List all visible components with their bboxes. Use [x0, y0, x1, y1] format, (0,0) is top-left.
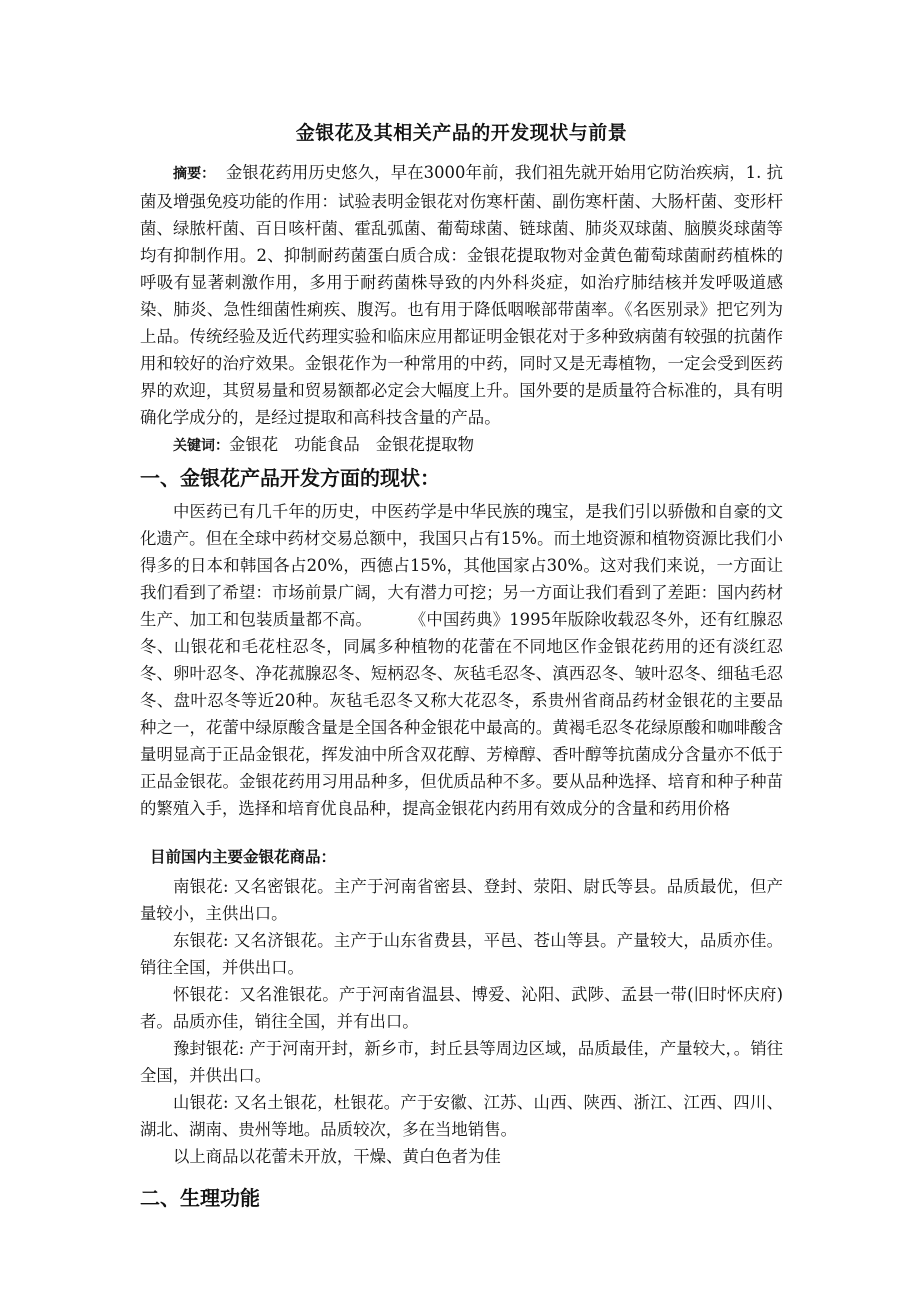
section2-heading: 二、生理功能 [140, 1186, 260, 1210]
keyword-item: 金银花提取物 [375, 435, 475, 454]
products-subheading: 目前国内主要金银花商品： [150, 848, 337, 866]
product-item: 怀银花：又名淮银花。产于河南省温县、博爱、沁阳、武陟、孟县一带(旧时怀庆府)者。品质亦佳，销往全国，并有出口。 [140, 985, 783, 1031]
section1-heading: 一、金银花产品开发方面的现状： [140, 466, 440, 490]
product-item: 东银花: 又名济银花。主产于山东省费县，平邑、苍山等县。产量较大，品质亦佳。销往全国，并供出口。 [140, 931, 783, 977]
document-title: 金银花及其相关产品的开发现状与前景 [295, 122, 628, 144]
keyword-item: 功能食品 [294, 435, 360, 454]
document-page [140, 118, 783, 1218]
keyword-item: 金银花 [229, 435, 279, 454]
abstract-text: 金银花药用历史悠久，早在3000年前，我们祖先就开始用它防治疾病，1. 抗菌及增强免疫功能的作用：试验表明金银花对伤寒杆菌、副伤寒杆菌、大肠杆菌、变形杆菌、绿脓杆菌、百日咳杆菌、霍乱弧菌、葡萄球菌、链球菌、肺炎双球菌、脑膜炎球菌等均有抑制作用。2、抑制耐药菌蛋白质合成：金银花提取物对金黄色葡萄球菌耐药植株的呼吸有显著刺激作用，多用于耐药菌株导致的内外科炎症，如治疗肺结核并发呼吸道感染、肺炎、急性细菌性痢疾、腹泻。也有用于降低咽喉部带菌率。《名医别录》把它列为上品。传统经验及近代药理实验和临床应用都证明金银花对于多种致病菌有较强的抗菌作用和较好的治疗效果。金银花作为一种常用的中药，同时又是无毒植物，一定会受到医药界的欢迎，其贸易量和贸易额都必定会大幅度上升。国外要的是质量符合标准的，具有明确化学成分的，是经过提取和高科技含量的产品。 [140, 163, 784, 427]
products-note: 以上商品以花蕾未开放，干燥、黄白色者为佳 [173, 1147, 501, 1166]
section1-paragraph: 中医药已有几千年的历史，中医药学是中华民族的瑰宝，是我们引以骄傲和自豪的文化遗产。但在全球中药材交易总额中，我国只占有15%。而土地资源和植物资源比我们小得多的日本和韩国各占20%，西德占15%，其他国家占30%。这对我们来说，一方面让我们看到了希望：市场前景广阔，大有潜力可挖；另一方面让我们看到了差距：国内药材生产、加工和包装质量都不高。 《中国药典》1995年版除收载忍冬外，还有红腺忍冬、山银花和毛花柱忍冬，同属多种植物的花蕾在不同地区作金银花药用的还有淡红忍冬、卵叶忍冬、净花菰腺忍冬、短柄忍冬、灰毡毛忍冬、滇西忍冬、皱叶忍冬、细毡毛忍冬、盘叶忍冬等近20种。灰毡毛忍冬又称大花忍冬，系贵州省商品药材金银花的主要品种之一，花蕾中绿原酸含量是全国各种金银花中最高的。黄褐毛忍冬花绿原酸和咖啡酸含量明显高于正品金银花，挥发油中所含双花醇、芳樟醇、香叶醇等抗菌成分含量亦不低于正品金银花。金银花药用习用品种多，但优质品种不多。要从品种选择、培育和种子种苗的繁殖入手，选择和培育优良品种，提高金银花内药用有效成分的含量和药用价格 [140, 502, 783, 818]
product-item: 豫封银花: 产于河南开封，新乡市，封丘县等周边区域，品质最佳，产量较大，。销往全国，并供出口。 [140, 1039, 783, 1085]
product-item: 南银花: 又名密银花。主产于河南省密县、登封、荥阳、尉氏等县。品质最优，但产量较小，主供出口。 [140, 877, 783, 923]
abstract-label: 摘要： [173, 166, 216, 182]
keywords-label: 关键词： [173, 438, 229, 454]
product-item: 山银花: 又名土银花，杜银花。产于安徽、江苏、山西、陕西、浙江、江西、四川、湖北、湖南、贵州等地。品质较次，多在当地销售。 [140, 1093, 783, 1139]
keywords-line [140, 431, 783, 460]
abstract-paragraph [140, 159, 783, 431]
